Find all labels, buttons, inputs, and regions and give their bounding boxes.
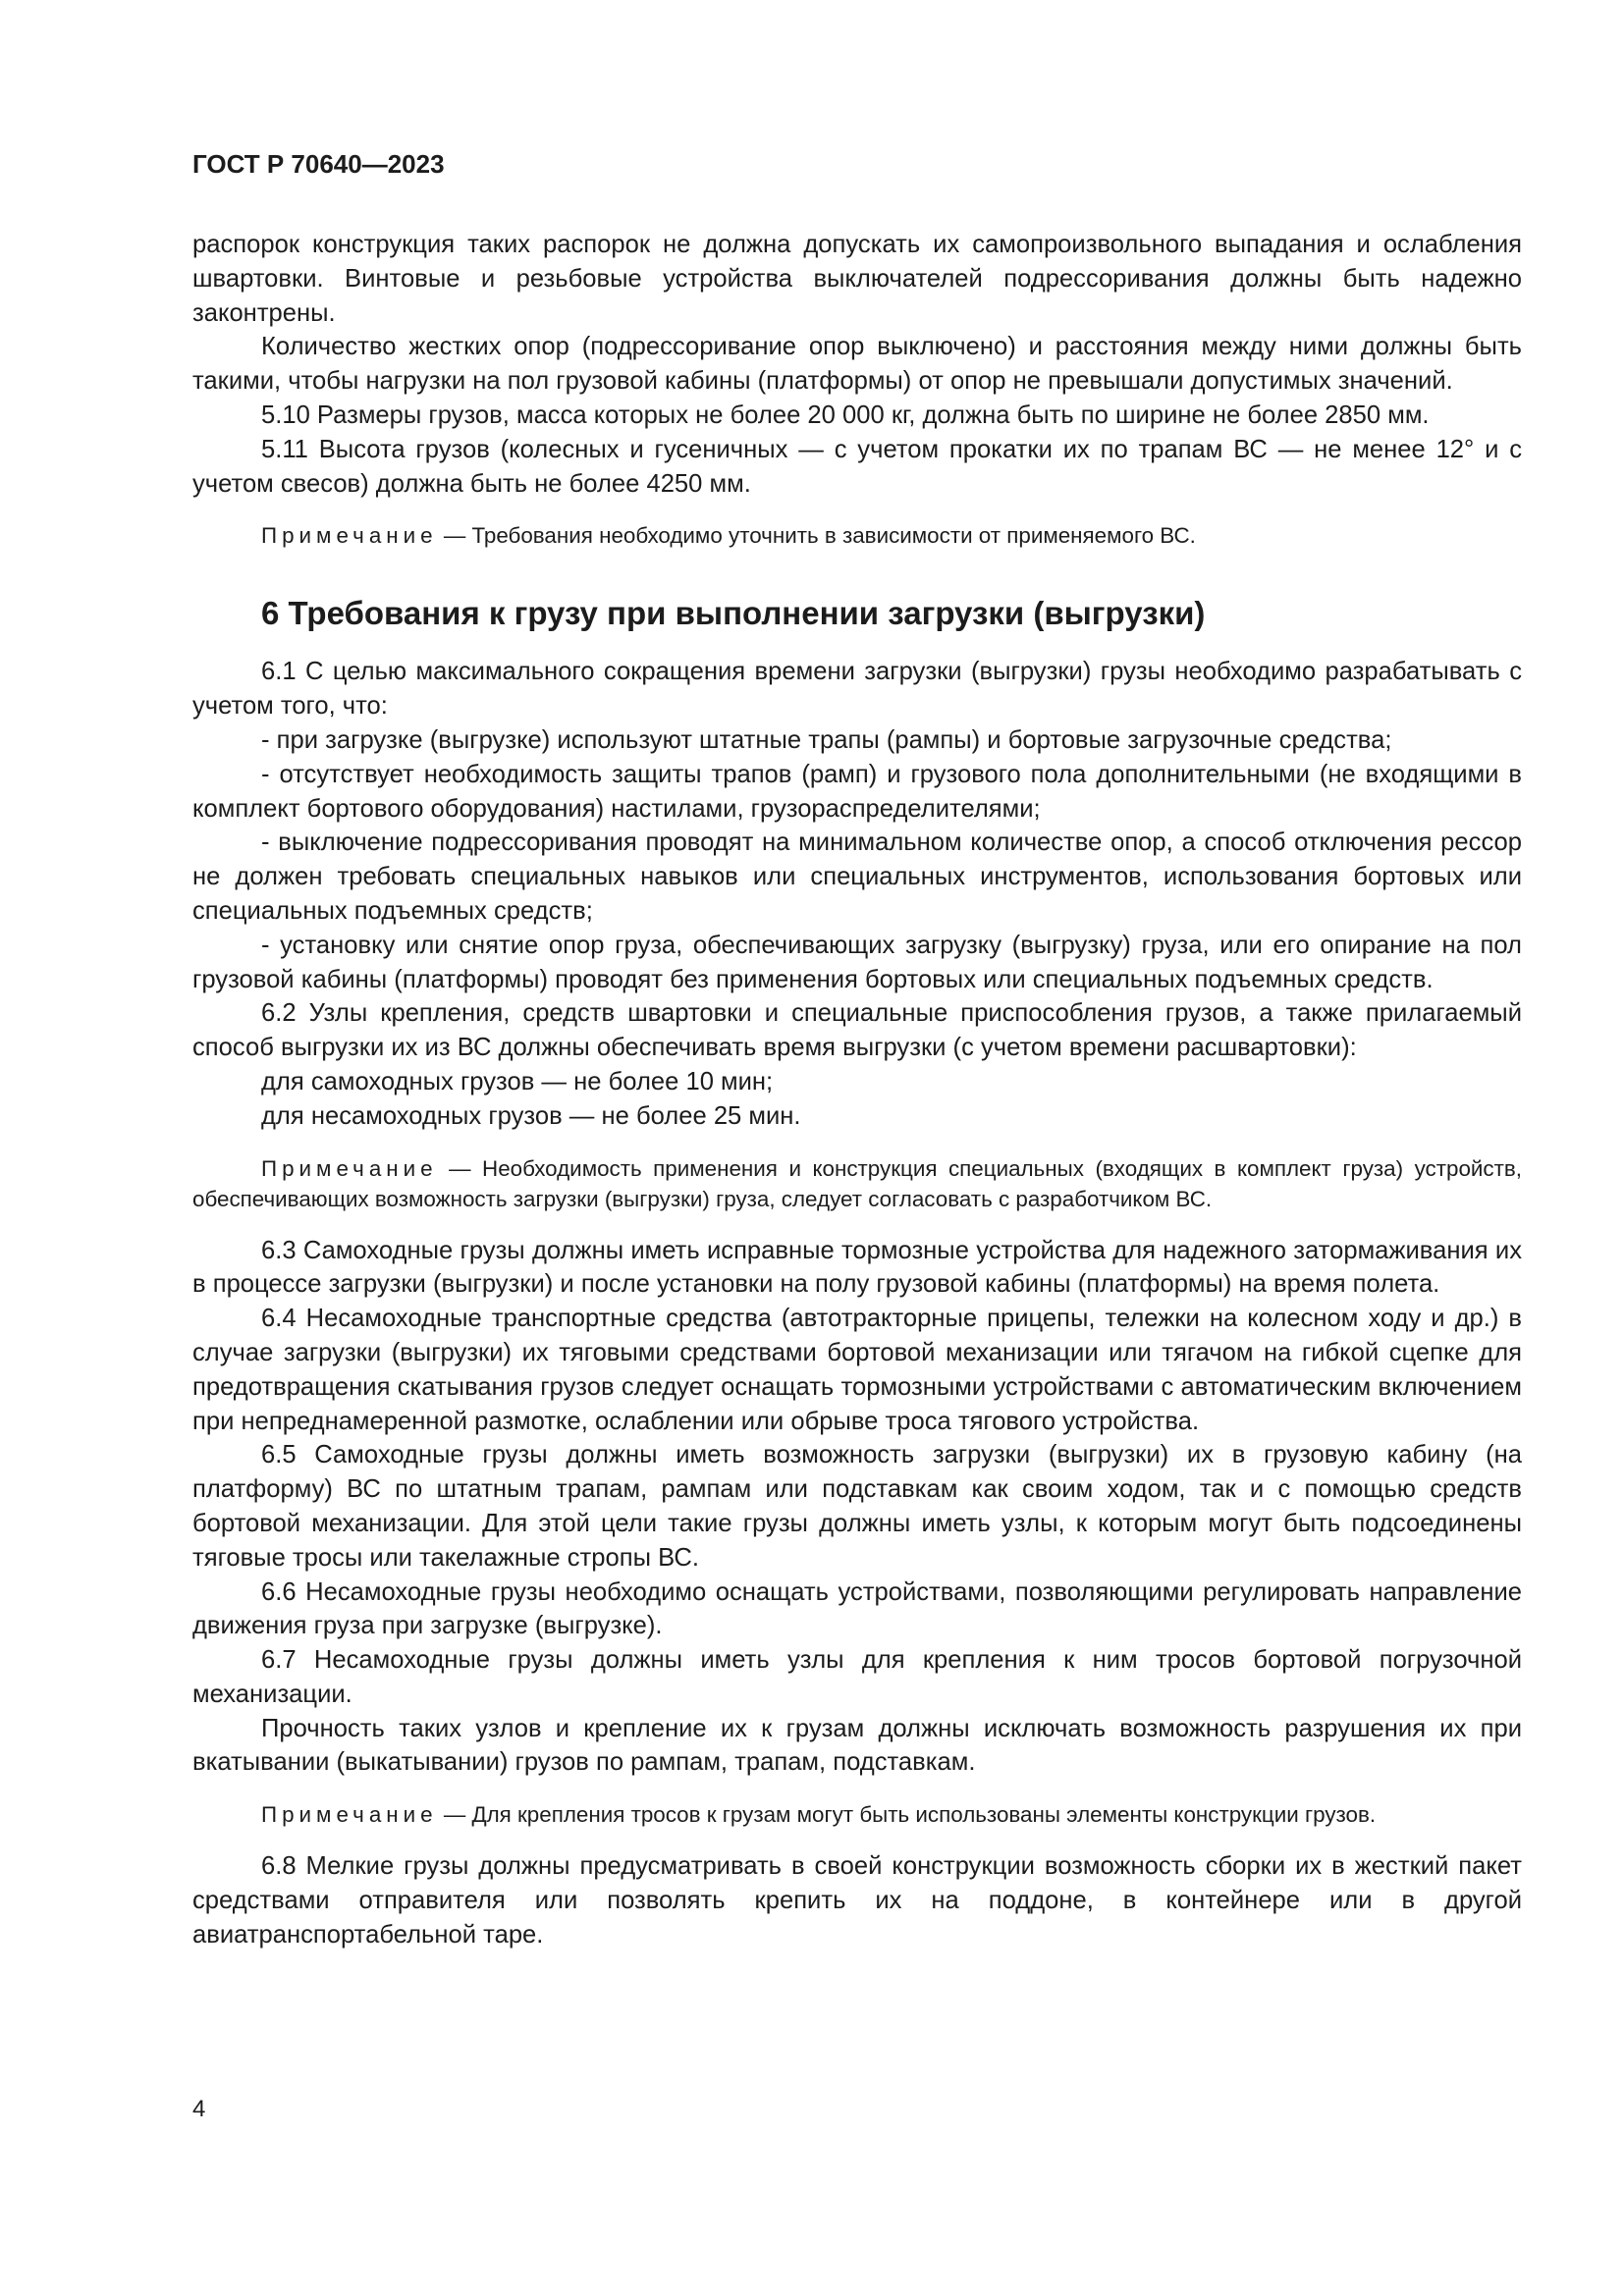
document-header: ГОСТ Р 70640—2023 [192, 149, 445, 179]
paragraph-6-5: 6.5 Самоходные грузы должны иметь возможность загрузки (выгрузки) их в грузовую кабину (на платформу) ВС по штатным трапам, рампам или подставкам как своим ходом, так и с помощью средств бортовой механизации. Для этой цели такие грузы должны иметь узлы, к которым могут быть подсоединены тяговые тросы или такелажные стропы ВС. [192, 1441, 1522, 1572]
note-text: — Необходимость применения и конструкция специальных (входящих в комплект груза) устройств, обеспечивающих возможность загрузки (выгрузки) груза, следует согласовать с разработчиком ВС. [192, 1155, 1522, 1211]
paragraph-5-11: 5.11 Высота грузов (колесных и гусеничных — с учетом прокатки их по трапам ВС — не менее 12° и с учетом свесов) должна быть не более 4250 мм. [192, 435, 1522, 498]
list-item: для несамоходных грузов — не более 25 мин. [261, 1101, 801, 1130]
note-label: Примечание [261, 523, 438, 549]
paragraph-6-2: 6.2 Узлы крепления, средств швартовки и специальные приспособления грузов, а также прилагаемый способ выгрузки их из ВС должны обеспечивать время выгрузки (с учетом времени расшвартовки): [192, 999, 1522, 1062]
page-number: 4 [192, 2096, 206, 2122]
paragraph: Количество жестких опор (подрессоривание опор выключено) и расстояния между ними должны быть такими, чтобы нагрузки на пол грузовой кабины (платформы) от опор не превышали допустимых значений. [192, 333, 1522, 396]
paragraph-6-7: 6.7 Несамоходные грузы должны иметь узлы для крепления к ним тросов бортовой погрузочной механизации. [192, 1646, 1522, 1708]
paragraph-6-3: 6.3 Самоходные грузы должны иметь исправные тормозные устройства для надежного затормаживания их в процессе загрузки (выгрузки) и после установки на полу грузовой кабины (платформы) на время полета. [192, 1236, 1522, 1299]
list-item: для самоходных грузов — не более 10 мин; [261, 1067, 774, 1095]
paragraph-6-4: 6.4 Несамоходные транспортные средства (автотракторные прицепы, тележки на колесном ходу и др.) в случае загрузки (выгрузки) их тяговыми средствами бортовой механизации или тягачом на гибкой сцепке для предотвращения скатывания грузов следует оснащать тормозными устройствами с автоматическим включением при непреднамеренной размотке, ослаблении или обрыве троса тягового устройства. [192, 1305, 1522, 1435]
note-text: — Для крепления тросов к грузам могут быть использованы элементы конструкции грузов. [437, 1802, 1377, 1828]
note-text: — Требования необходимо уточнить в зависимости от применяемого ВС. [437, 523, 1196, 549]
section-6-title: 6 Требования к грузу при выполнении загрузки (выгрузки) [261, 595, 1206, 632]
paragraph-6-1: 6.1 С целью максимального сокращения времени загрузки (выгрузки) грузы необходимо разрабатывать с учетом того, что: [192, 658, 1522, 721]
note-3 [192, 1799, 1522, 1830]
paragraph-6-6: 6.6 Несамоходные грузы необходимо оснащать устройствами, позволяющими регулировать направление движения груза при загрузке (выгрузке). [192, 1577, 1522, 1640]
note-2 [192, 1153, 1522, 1214]
paragraph-5-10: 5.10 Размеры грузов, масса которых не более 20 000 кг, должна быть по ширине не более 2850 мм. [261, 400, 1430, 429]
document-page [192, 147, 1522, 1952]
paragraph: Прочность таких узлов и крепление их к грузам должны исключать возможность разрушения их при вкатывании (выкатывании) грузов по рампам, трапам, подставкам. [192, 1714, 1522, 1777]
list-item: - выключение подрессоривания проводят на минимальном количестве опор, а способ отключения рессор не должен требовать специальных навыков или специальных инструментов, использования бортовых или специальных подъемных средств; [192, 828, 1522, 925]
note-label: Примечание [261, 1155, 438, 1181]
list-item: - установку или снятие опор груза, обеспечивающих загрузку (выгрузку) груза, или его опирание на пол грузовой кабины (платформы) проводят без применения бортовых или специальных подъемных средств. [192, 931, 1522, 993]
list-item: - при загрузке (выгрузке) используют штатные трапы (рампы) и бортовые загрузочные средства; [261, 725, 1392, 754]
note-label: Примечание [261, 1802, 438, 1828]
paragraph: распорок конструкция таких распорок не должна допускать их самопроизвольного выпадания и ослабления швартовки. Винтовые и резьбовые устройства выключателей подрессоривания должны быть надежно законтрены. [192, 231, 1522, 327]
paragraph-6-8: 6.8 Мелкие грузы должны предусматривать в своей конструкции возможность сборки их в жесткий пакет средствами отправителя или позволять крепить их на поддоне, в контейнере или в другой авиатранспортабельной таре. [192, 1852, 1522, 1949]
note-1 [192, 520, 1522, 551]
list-item: - отсутствует необходимость защиты трапов (рамп) и грузового пола дополнительными (не входящими в комплект бортового оборудования) настилами, грузораспределителями; [192, 760, 1522, 823]
